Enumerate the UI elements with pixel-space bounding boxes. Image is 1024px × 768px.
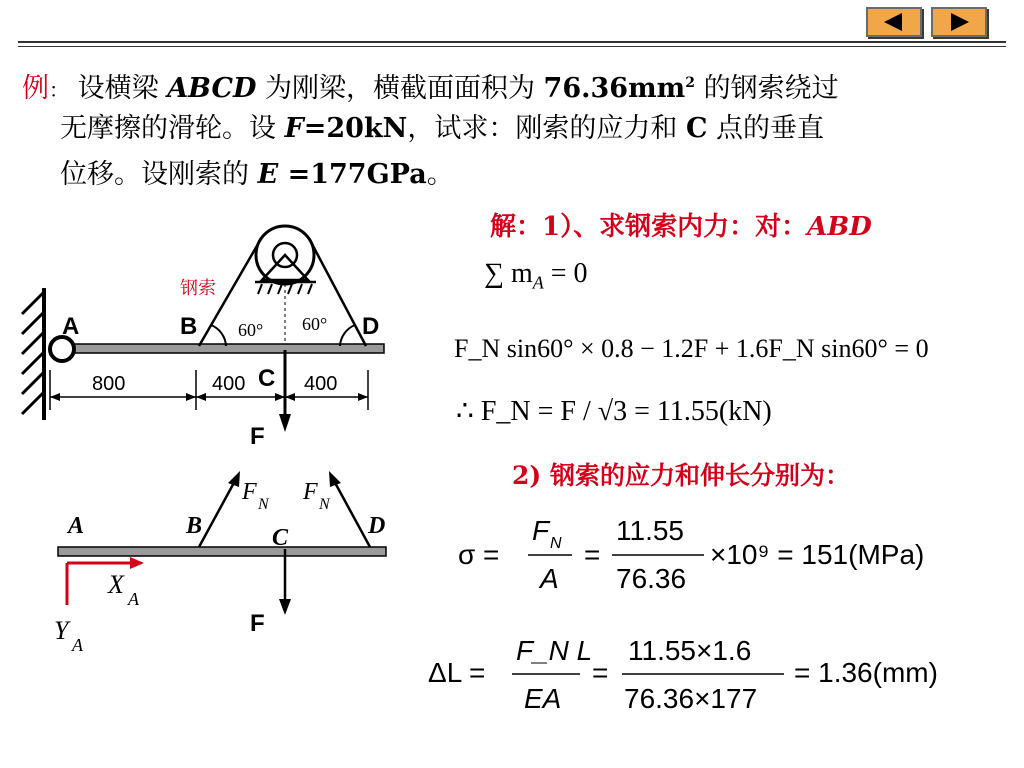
- dim-800: 800: [92, 373, 126, 395]
- stress-equation: [454, 506, 994, 600]
- structure-diagram: [0, 200, 420, 460]
- solution-step-2: 2) 钢索的应力和伸长分别为：: [512, 461, 850, 490]
- dim-400-left: 400: [212, 373, 246, 395]
- reaction-YA: Y: [54, 616, 69, 645]
- sigma-lhs: σ =: [458, 539, 500, 570]
- previous-slide-button[interactable]: [866, 7, 922, 37]
- svg-text:=: =: [584, 539, 601, 570]
- moment-sum-equation: ∑ $m_A = 0$: [484, 258, 588, 293]
- fbd-label-C: C: [272, 525, 289, 551]
- fbd-beam: [58, 547, 386, 556]
- header-rule: [18, 41, 1006, 43]
- dim-400-right: 400: [304, 373, 338, 395]
- label-C: C: [258, 365, 276, 392]
- angle-left: 60°: [238, 320, 264, 340]
- dl-mid-num: 11.55×1.6: [628, 635, 752, 666]
- dl-lhs: ΔL =: [428, 657, 486, 688]
- dl-rhs: = 1.36(mm): [794, 657, 938, 688]
- example-label: 例: [22, 73, 49, 104]
- free-body-diagram: [0, 465, 420, 665]
- fbd-FN-left: F: [242, 479, 257, 505]
- svg-text:=: =: [592, 657, 609, 688]
- moment-equation: F_N sin60° × 0.8 − 1.2F + 1.6F_N sin60° = 0: [454, 334, 929, 363]
- sigma-rhs: ×10⁹ = 151(MPa): [710, 539, 925, 570]
- solution-step-1: 解：1）、求钢索内力：对：ABD: [490, 212, 872, 242]
- sigma-den: A: [540, 563, 559, 594]
- reaction-XA-sub: A: [128, 589, 139, 609]
- triangle-right-icon: [933, 9, 985, 35]
- hinge-A: [50, 337, 74, 361]
- reaction-YA-sub: A: [72, 635, 83, 655]
- triangle-left-icon: [868, 9, 920, 35]
- sigma-mid-den: 76.36: [616, 563, 687, 594]
- dl-num: F_N L: [516, 635, 593, 666]
- next-slide-button[interactable]: [931, 7, 987, 37]
- dl-mid-den: 76.36×177: [624, 683, 758, 714]
- problem-line-2: 无摩擦的滑轮。设 F=20kN，试求：刚索的应力和 C 点的垂直: [60, 113, 825, 144]
- sigma-num-sub: N: [550, 535, 562, 552]
- problem-line-1: 例： 设横梁 ABCD 为刚梁，横截面面积为 $76.36mm^2$ 的钢索绕过: [22, 73, 839, 104]
- cable-label: 钢索: [180, 278, 216, 298]
- fbd-FN-right-sub: N: [319, 496, 330, 513]
- label-A: A: [62, 313, 80, 340]
- label-F: F: [250, 423, 265, 450]
- reaction-XA: X: [108, 570, 124, 599]
- sigma-mid-num: 11.55: [616, 515, 684, 546]
- problem-line-3: 位移。设刚索的 E =177GPa。: [60, 159, 454, 190]
- fbd-label-A: A: [68, 513, 85, 539]
- label-B: B: [180, 313, 198, 340]
- axial-force-result: ∴ F_N = F / √3 = 11.55(kN): [456, 396, 772, 427]
- fbd-FN-left-sub: N: [258, 496, 269, 513]
- fbd-label-B: B: [186, 513, 203, 539]
- dl-den: EA: [524, 683, 562, 714]
- fbd-FN-right: F: [303, 479, 318, 505]
- fbd-label-F: F: [250, 610, 265, 637]
- angle-right: 60°: [302, 314, 328, 334]
- beam: [58, 344, 384, 353]
- sigma-num: F: [532, 515, 550, 546]
- elongation-equation: [428, 630, 1008, 724]
- fbd-label-D: D: [368, 513, 386, 539]
- label-D: D: [362, 313, 380, 340]
- header-rule-thin: [18, 46, 1006, 47]
